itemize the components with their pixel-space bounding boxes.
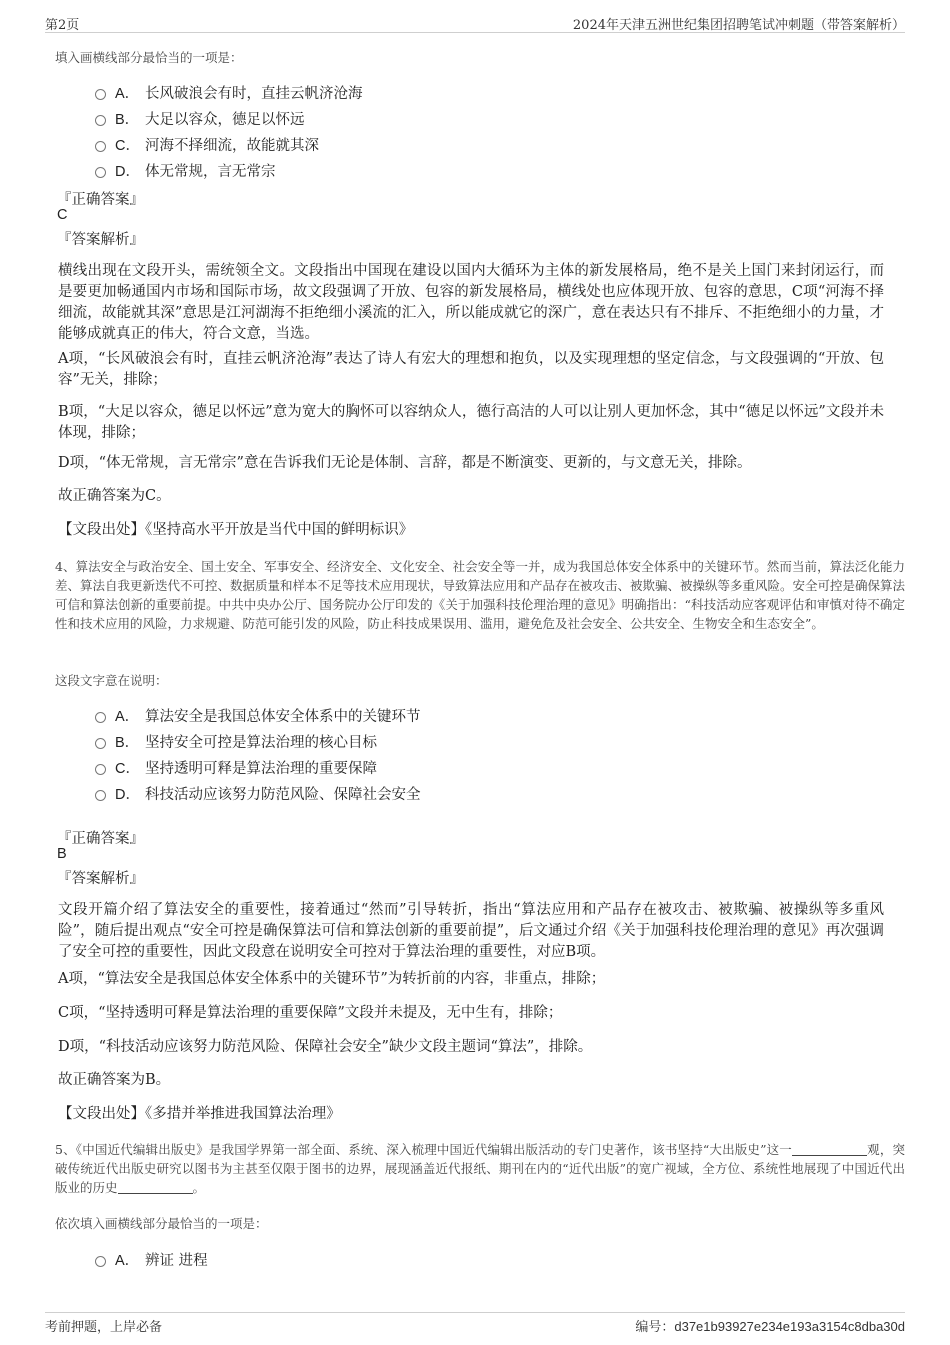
q3-analysis-conclusion: 故正确答案为C。 — [58, 488, 171, 504]
q4-option-c[interactable]: C． 坚持透明可释是算法治理的重要保障 — [95, 757, 377, 778]
document-code: 编号：d37e1b93927e234e193a3154c8dba30d — [635, 1319, 905, 1335]
q4-analysis-d: D项，“科技活动应该努力防范风险、保障社会安全”缺少文段主题词“算法”，排除。 — [58, 1039, 593, 1055]
q5-option-a[interactable]: A． 辨证 进程 — [95, 1249, 208, 1270]
page-header — [45, 12, 905, 33]
q3-analysis-b: B项，“大足以容众，德足以怀远”意为宽大的胸怀可以容纳众人，德行高洁的人可以让别人更加怀念，其中“德足以怀远”文段并未体现，排除； — [58, 404, 884, 441]
q3-option-c[interactable]: C． 河海不择细流，故能就其深 — [95, 134, 319, 155]
q3-answer: C — [57, 207, 68, 223]
q4-analysis-conclusion: 故正确答案为B。 — [58, 1072, 171, 1088]
fill-blank-1 — [792, 1143, 867, 1156]
q3-analysis-label: 『答案解析』 — [57, 232, 144, 248]
q4-answer-label: 『正确答案』 — [57, 831, 144, 847]
page-footer — [45, 1312, 905, 1339]
q3-answer-label: 『正确答案』 — [57, 192, 144, 208]
q3-option-d[interactable]: D． 体无常规，言无常宗 — [95, 160, 276, 181]
q4-prompt: 这段文字意在说明： — [55, 673, 168, 688]
radio-icon[interactable] — [95, 89, 106, 100]
radio-icon[interactable] — [95, 167, 106, 178]
page-number: 第2页 — [45, 18, 80, 33]
q3-option-a[interactable]: A． 长风破浪会有时，直挂云帆济沧海 — [95, 82, 363, 103]
q3-prompt: 填入画横线部分最恰当的一项是： — [55, 50, 243, 65]
q4-source: 【文段出处】《多措并举推进我国算法治理》 — [58, 1106, 341, 1122]
q3-option-b[interactable]: B． 大足以容众，德足以怀远 — [95, 108, 305, 129]
q4-analysis-main: 文段开篇介绍了算法安全的重要性，接着通过“然而”引导转折，指出“算法应用和产品存在被攻击、被欺骗、被操纵等多重风险”，随后提出观点“安全可控是确保算法可信和算法创新的重要前提”，后文通过介绍《关于加强科技伦理治理的意见》再次强调了安全可控的重要性，因此文段意在说明安全可控对于算法治理的重要性，对应B项。 — [58, 902, 884, 960]
q3-source: 【文段出处】《坚持高水平开放是当代中国的鲜明标识》 — [58, 522, 414, 538]
q4-analysis-label: 『答案解析』 — [57, 871, 144, 887]
radio-icon[interactable] — [95, 115, 106, 126]
q4-option-d[interactable]: D． 科技活动应该努力防范风险、保障社会安全 — [95, 783, 421, 804]
document-title: 2024年天津五洲世纪集团招聘笔试冲刺题（带答案解析） — [572, 18, 905, 33]
q4-answer: B — [57, 846, 67, 862]
radio-icon[interactable] — [95, 141, 106, 152]
q3-analysis-a: A项，“长风破浪会有时，直挂云帆济沧海”表达了诗人有宏大的理想和抱负，以及实现理想的坚定信念，与文段强调的“开放、包容”无关，排除； — [58, 351, 884, 388]
q5-passage: 5、《中国近代编辑出版史》是我国学界第一部全面、系统、深入梳理中国近代编辑出版活动的专门史著作，该书坚持“大出版史”这一 观，突破传统近代出版史研究以图书为主甚至仅限于图书的边界，展现涵盖近代报纸、期刊在内的“近代出版”的宽广视域，全方位、系统性地展现了中国近代出版业的历史 。 — [55, 1142, 905, 1195]
q4-analysis-c: C项，“坚持透明可释是算法治理的重要保障”文段并未提及，无中生有，排除； — [58, 1005, 563, 1021]
radio-icon[interactable] — [95, 712, 106, 723]
q4-option-b[interactable]: B． 坚持安全可控是算法治理的核心目标 — [95, 731, 377, 752]
q4-option-a[interactable]: A． 算法安全是我国总体安全体系中的关键环节 — [95, 705, 421, 726]
radio-icon[interactable] — [95, 764, 106, 775]
radio-icon[interactable] — [95, 1256, 106, 1267]
q5-prompt: 依次填入画横线部分最恰当的一项是： — [55, 1216, 268, 1231]
q4-analysis-a: A项，“算法安全是我国总体安全体系中的关键环节”为转折前的内容，非重点，排除； — [58, 971, 606, 987]
q3-analysis-main: 横线出现在文段开头，需统领全文。文段指出中国现在建设以国内大循环为主体的新发展格局，绝不是关上国门来封闭运行，而是要更加畅通国内市场和国际市场，故文段强调了开放、包容的新发展格局，横线处也应体现开放、包容的意思，C项“河海不择细流，故能就其深”意思是江河湖海不拒绝细小溪流的汇入，所以能成就它的深广，意在表达只有不排斥、不拒绝细小的力量，才能够成就真正的伟大，符合文意，当选。 — [58, 263, 884, 342]
radio-icon[interactable] — [95, 790, 106, 801]
fill-blank-2 — [118, 1181, 193, 1194]
radio-icon[interactable] — [95, 738, 106, 749]
footer-slogan: 考前押题，上岸必备 — [45, 1320, 163, 1335]
q4-passage: 4、算法安全与政治安全、国土安全、军事安全、经济安全、文化安全、社会安全等一并，成为我国总体安全体系中的关键环节。然而当前，算法泛化能力差、算法自我更新迭代不可控、数据质量和样本不足等技术应用现状，导致算法应用和产品存在被攻击、被欺骗、被操纵等多重风险。安全可控是确保算法可信和算法创新的重要前提。中共中央办公厅、国务院办公厅印发的《关于加强科技伦理治理的意见》明确指出：“科技活动应客观评估和审慎对待不确定性和技术应用的风险，力求规避、防范可能引发的风险，防止科技成果误用、滥用，避免危及社会安全、公共安全、生物安全和生态安全”。 — [55, 559, 906, 631]
q3-analysis-d: D项，“体无常规，言无常宗”意在告诉我们无论是体制、言辞，都是不断演变、更新的，与文意无关，排除。 — [58, 455, 752, 471]
